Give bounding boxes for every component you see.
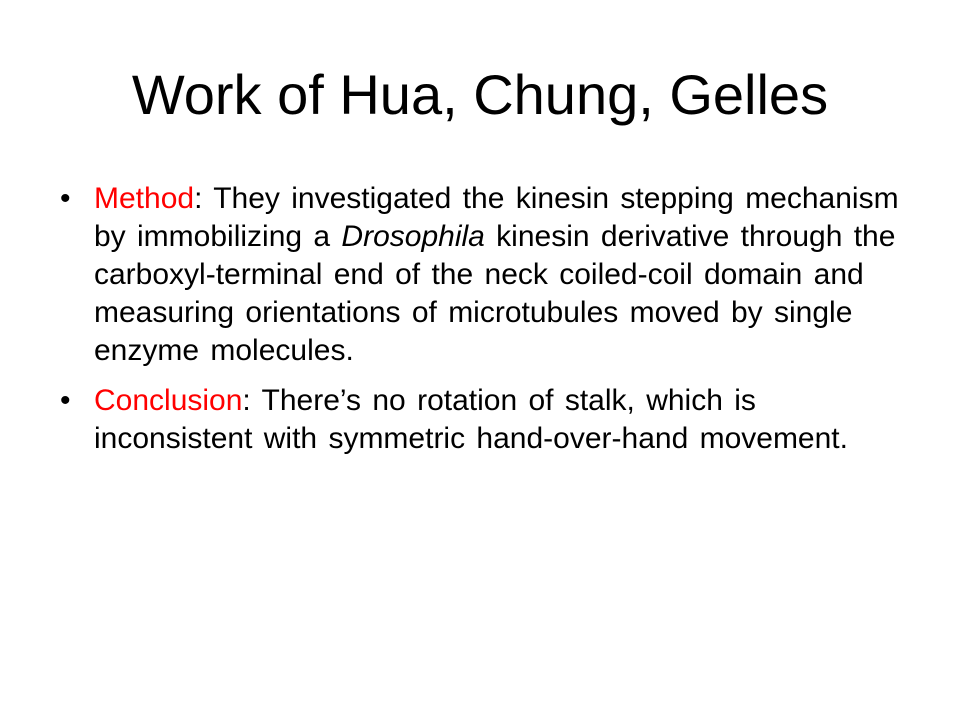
conclusion-lead: Conclusion	[94, 384, 243, 417]
slide-title: Work of Hua, Chung, Gelles	[131, 63, 829, 126]
bullet-icon: •	[60, 384, 71, 417]
bullet-list	[60, 180, 905, 470]
method-text-before: : They investigated the kinesin stepping mechanism by immobilizing a	[94, 182, 899, 253]
method-lead: Method	[94, 182, 195, 215]
method-italic-term: Drosophila	[341, 220, 485, 253]
bullet-icon: •	[60, 182, 71, 215]
bullet-conclusion	[60, 382, 905, 458]
method-text-after: kinesin derivative through the carboxyl-terminal end of the neck coiled-coil domain and measuring orientations of microtubules moved by single enzyme molecules.	[94, 220, 896, 367]
conclusion-text: : There’s no rotation of stalk, which is inconsistent with symmetric hand-over-hand movement.	[94, 384, 848, 455]
bullet-method	[60, 180, 905, 370]
